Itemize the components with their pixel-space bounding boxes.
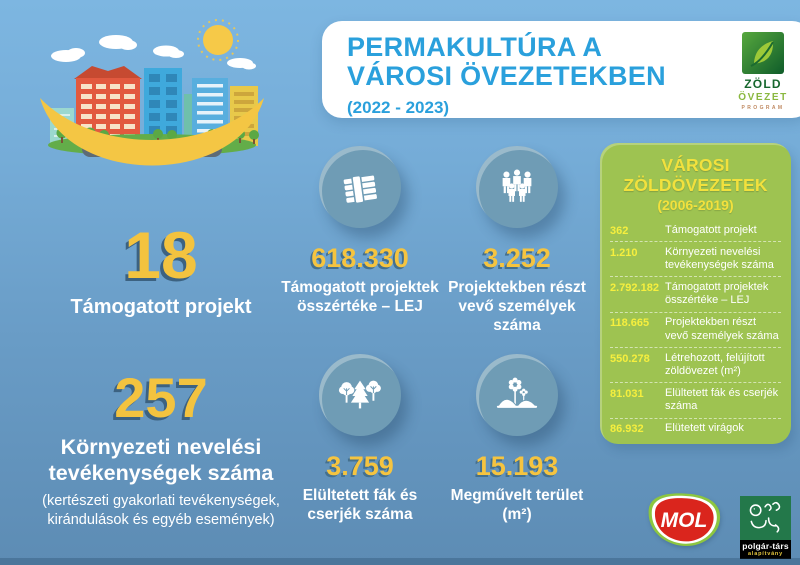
side-panel-urban-green-zones <box>600 143 791 444</box>
stat-cell-participants <box>438 146 596 336</box>
stat-circle <box>319 354 401 436</box>
polgartars-logo <box>740 496 791 559</box>
garden-icon <box>494 375 540 415</box>
city-illustration <box>6 4 298 200</box>
stat-projects-value: 18 <box>124 218 198 292</box>
stat-projects-label: Támogatott projekt <box>70 295 252 318</box>
title-line-1: PERMAKULTÚRA A <box>347 32 603 62</box>
area-value: 15.193 <box>475 451 559 481</box>
panel-row: 86.932 Elütetett virágok <box>610 422 744 436</box>
panel-years: (2006-2019) <box>657 197 734 214</box>
trees-value: 3.759 <box>326 451 394 481</box>
mol-logo <box>642 489 726 555</box>
logo-text-ovezet: ÖVEZET <box>738 92 788 103</box>
stat-cell-area <box>438 354 596 525</box>
panel-row: 1.210 Környezeti nevelési tevékenységek száma <box>610 242 781 277</box>
stat-activities-label: Környezeti nevelési tevékenységek száma <box>48 434 274 486</box>
panel-row: 2.792.182 Támogatott projektek összértéke – LEJ <box>610 277 781 312</box>
panel-row: 81.031 Elültetett fák és cserjék száma <box>610 383 781 418</box>
polgartars-doodle-icon <box>740 496 791 540</box>
stat-cell-trees <box>281 354 439 525</box>
participants-label: Projektekben részt vevő személyek száma <box>448 279 586 334</box>
title-years: (2022 - 2023) <box>347 98 450 118</box>
stat-circle <box>476 354 558 436</box>
panel-row: 362 Támogatott projekt <box>610 220 781 242</box>
funding-value: 618.330 <box>311 243 409 273</box>
funding-label: Támogatott projektek összértéke – LEJ <box>281 279 439 315</box>
people-icon <box>494 165 540 209</box>
panel-rows <box>610 220 781 439</box>
panel-row: 550.278 Létrehozott, felújított zöldövezet (m²) <box>610 348 781 383</box>
title-line-2: VÁROSI ÖVEZETEKBEN <box>347 61 666 92</box>
sun-icon <box>198 20 238 60</box>
logo-text-zold: ZÖLD <box>744 77 782 91</box>
stat-circle <box>319 146 401 228</box>
svg-text:MOL: MOL <box>660 509 708 533</box>
panel-row: 118.665 Projektekben részt vevő személyek száma <box>610 313 781 348</box>
left-stats <box>15 218 307 529</box>
stat-circle <box>476 146 558 228</box>
trees-label: Elültetett fák és cserjék száma <box>302 487 418 523</box>
stat-activities-sublabel: (kertészeti gyakorlati tevékenységek, kirándulások és egyéb események) <box>42 493 280 528</box>
title-card <box>322 21 800 118</box>
panel-title: VÁROSI ZÖLDÖVEZETEK <box>623 155 768 195</box>
trees-icon <box>337 375 383 415</box>
zold-ovezet-logo <box>734 32 792 111</box>
stat-cell-funding <box>281 146 439 317</box>
polgartars-name-bar: polgár-társ alapítvány <box>740 540 791 559</box>
participants-value: 3.252 <box>483 243 551 273</box>
bottom-shade <box>0 558 800 565</box>
banknotes-icon <box>337 164 383 210</box>
stat-activities-value: 257 <box>114 365 208 429</box>
area-label: Megművelt terület (m²) <box>450 487 584 523</box>
leaf-icon <box>742 32 784 74</box>
logo-text-program: PROGRAM <box>741 105 785 111</box>
